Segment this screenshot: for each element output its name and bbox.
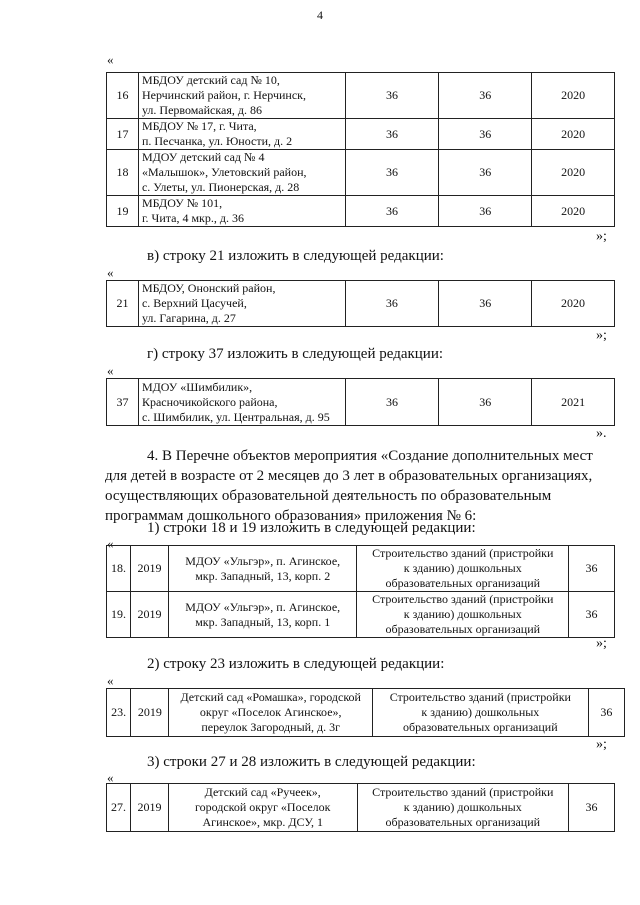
schools-table-c — [106, 378, 615, 426]
value-cell: 36 — [439, 150, 532, 196]
row-number: 18 — [107, 150, 139, 196]
value-cell: 36 — [439, 196, 532, 227]
type-line: образовательных организаций — [403, 720, 558, 734]
object-line: Агинское», мкр. ДСУ, 1 — [202, 815, 323, 829]
value-cell: 36 — [569, 592, 615, 638]
row-number: 19. — [107, 592, 131, 638]
open-quote: « — [107, 265, 114, 280]
year-cell: 2019 — [131, 689, 169, 737]
section-heading: 1) строки 18 и 19 изложить в следующей редакции: — [147, 520, 476, 536]
object-line: МДОУ «Ульгэр», п. Агинское, — [185, 599, 341, 614]
institution-line: с. Верхний Цасучей, — [141, 296, 247, 310]
year-cell: 2020 — [532, 119, 615, 150]
open-quote: « — [107, 770, 114, 785]
row-number: 37 — [107, 379, 139, 426]
value-cell: 36 — [345, 379, 439, 426]
value-cell: 36 — [345, 150, 439, 196]
paragraph-line: программам дошкольного образования» приложения № 6: — [105, 508, 477, 524]
institution-line: с. Улеты, ул. Пионерская, д. 28 — [141, 180, 300, 194]
object-line: МДОУ «Ульгэр», п. Агинское, — [185, 553, 341, 568]
institution-line: ул. Гагарина, д. 27 — [141, 311, 236, 325]
objects-table-f — [106, 783, 615, 832]
object-line: переулок Загородный, д. 3г — [201, 720, 341, 734]
table-row — [107, 592, 615, 638]
institution-cell — [138, 196, 345, 227]
institution-line: ул. Первомайская, д. 86 — [141, 103, 262, 117]
value-cell: 36 — [345, 281, 439, 327]
object-line: Детский сад «Ромашка», городской — [180, 690, 361, 704]
paragraph-line: для детей в возрасте от 2 месяцев до 3 лет в образовательных организациях, — [105, 468, 593, 484]
year-cell: 2020 — [532, 150, 615, 196]
section-heading: 3) строки 27 и 28 изложить в следующей редакции: — [147, 754, 476, 770]
table-row — [107, 379, 615, 426]
institution-line: МБДОУ, Ононский район, — [141, 281, 276, 295]
row-number: 27. — [107, 784, 131, 832]
page-number: 4 — [317, 8, 323, 22]
value-cell: 36 — [439, 281, 532, 327]
institution-line: п. Песчанка, ул. Юности, д. 2 — [141, 134, 293, 148]
value-cell: 36 — [439, 119, 532, 150]
institution-line: «Малышок», Улетовский район, — [141, 165, 307, 179]
year-cell: 2020 — [532, 196, 615, 227]
value-cell: 36 — [345, 119, 439, 150]
institution-cell — [138, 73, 345, 119]
type-line: к зданию) дошкольных — [421, 705, 540, 719]
row-number: 23. — [107, 689, 131, 737]
value-cell: 36 — [345, 196, 439, 227]
object-cell — [168, 546, 357, 592]
section-heading: 2) строку 23 изложить в следующей редакции: — [147, 656, 445, 672]
close-quote: »; — [596, 636, 607, 651]
type-cell — [357, 784, 569, 832]
close-quote: »; — [596, 229, 607, 244]
table-row — [107, 196, 615, 227]
type-line: образовательных организаций — [385, 622, 541, 636]
value-cell: 36 — [588, 689, 624, 737]
institution-cell — [138, 150, 345, 196]
institution-line: МДОУ «Шимбилик», — [141, 379, 253, 394]
object-line: Детский сад «Ручеек», — [204, 785, 321, 799]
value-cell: 36 — [345, 73, 439, 119]
year-cell: 2019 — [130, 784, 168, 832]
year-cell: 2019 — [130, 546, 168, 592]
value-cell: 36 — [569, 546, 615, 592]
institution-cell — [138, 379, 345, 426]
object-line: мкр. Западный, 13, корп. 2 — [195, 568, 331, 583]
type-cell — [357, 592, 569, 638]
institution-line: МБДОУ № 101, — [141, 196, 223, 210]
row-number: 19 — [107, 196, 139, 227]
type-cell — [373, 689, 589, 737]
table-row — [107, 689, 625, 737]
type-line: образовательных организаций — [385, 576, 541, 590]
year-cell: 2021 — [532, 379, 615, 426]
year-cell: 2020 — [532, 73, 615, 119]
institution-cell — [138, 281, 345, 327]
paragraph-line: 4. В Перечне объектов мероприятия «Создание дополнительных мест — [147, 448, 593, 464]
close-quote: »; — [596, 737, 607, 752]
open-quote: « — [107, 363, 114, 378]
close-quote: ». — [596, 426, 607, 441]
close-quote: »; — [596, 328, 607, 343]
open-quote: « — [107, 673, 114, 688]
value-cell: 36 — [439, 379, 532, 426]
paragraph-line: осуществляющих образовательной деятельность по образовательным — [105, 488, 552, 504]
object-cell — [168, 592, 357, 638]
type-line: к зданию) дошкольных — [403, 607, 522, 621]
institution-line: Красночикойского района, — [141, 394, 278, 409]
type-line: Строительство зданий (пристройки — [389, 690, 571, 704]
schools-table-b — [106, 280, 615, 327]
type-line: к зданию) дошкольных — [403, 800, 522, 814]
type-line: Строительство зданий (пристройки — [372, 546, 554, 560]
table-row — [107, 546, 615, 592]
value-cell: 36 — [439, 73, 532, 119]
row-number: 17 — [107, 119, 139, 150]
row-number: 16 — [107, 73, 139, 119]
open-quote: « — [107, 52, 114, 67]
institution-line: МБДОУ детский сад № 10, — [141, 73, 280, 87]
type-line: образовательных организаций — [385, 815, 541, 829]
value-cell: 36 — [569, 784, 615, 832]
type-line: Строительство зданий (пристройки — [372, 592, 554, 606]
paragraph-4 — [105, 446, 615, 526]
schools-table-a — [106, 72, 615, 227]
open-quote: « — [107, 536, 114, 551]
type-line: к зданию) дошкольных — [403, 561, 522, 575]
institution-cell — [138, 119, 345, 150]
type-cell — [357, 546, 569, 592]
object-line: мкр. Западный, 13, корп. 1 — [195, 614, 331, 629]
institution-line: г. Чита, 4 мкр., д. 36 — [141, 211, 244, 225]
institution-line: МДОУ детский сад № 4 — [141, 150, 265, 164]
type-line: Строительство зданий (пристройки — [372, 785, 554, 799]
table-row — [107, 119, 615, 150]
object-cell — [169, 689, 373, 737]
table-row — [107, 150, 615, 196]
objects-table-d — [106, 545, 615, 638]
year-cell: 2020 — [532, 281, 615, 327]
object-line: городской округ «Поселок — [194, 800, 331, 814]
table-row — [107, 281, 615, 327]
institution-line: Нерчинский район, г. Нерчинск, — [141, 88, 306, 102]
table-row — [107, 73, 615, 119]
row-number: 21 — [107, 281, 139, 327]
year-cell: 2019 — [130, 592, 168, 638]
row-number: 18. — [107, 546, 131, 592]
section-heading: г) строку 37 изложить в следующей редакции: — [147, 346, 444, 362]
section-heading: в) строку 21 изложить в следующей редакции: — [147, 248, 444, 264]
institution-line: с. Шимбилик, ул. Центральная, д. 95 — [141, 409, 330, 424]
table-row — [107, 784, 615, 832]
object-cell — [168, 784, 357, 832]
object-line: округ «Поселок Агинское», — [199, 705, 342, 719]
institution-line: МБДОУ № 17, г. Чита, — [141, 119, 257, 133]
objects-table-e — [106, 688, 625, 737]
